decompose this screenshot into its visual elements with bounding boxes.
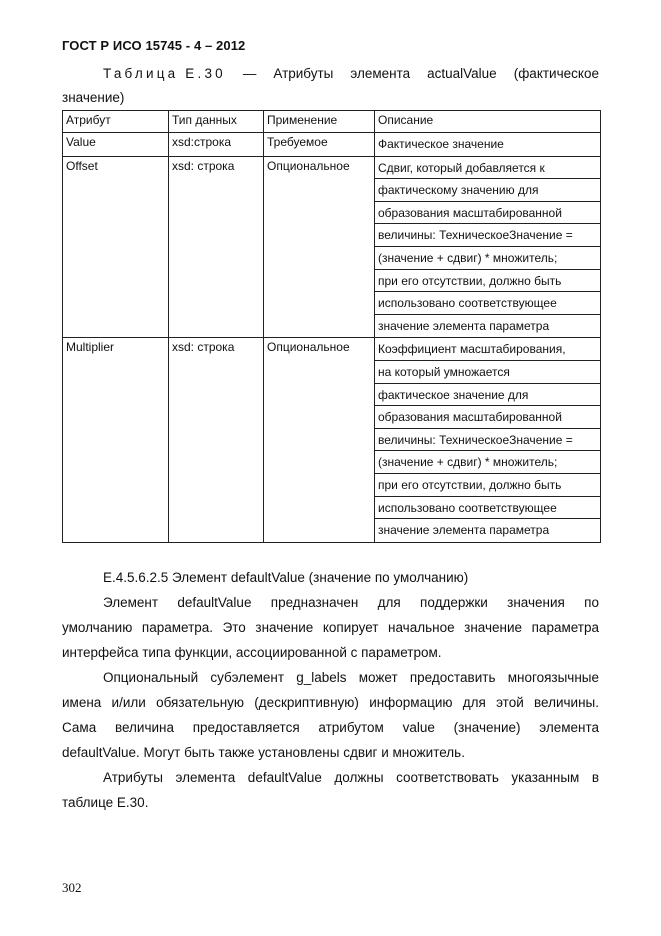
description-line: Коэффициент масштабирования,: [375, 338, 600, 361]
paragraph-line: Сама величина предоставляется атрибутом value (значение) элемента: [62, 720, 599, 735]
attributes-table: [62, 110, 601, 543]
paragraph-line: Опциональный субэлемент g_labels может предоставить многоязычные: [103, 670, 599, 685]
paragraph-line: имена и/или обязательную (дескриптивную) информацию для этой величины.: [62, 695, 599, 710]
paragraph-line: Атрибуты элемента defaultValue должны соответствовать указанным в: [103, 770, 599, 785]
paragraph-1: [62, 590, 599, 665]
cell-type: xsd:строка: [169, 133, 264, 157]
paragraph-line: defaultValue. Могут быть также установлены сдвиг и множитель.: [62, 745, 465, 760]
paragraph-line: Элемент defaultValue предназначен для поддержки значения по: [103, 595, 599, 610]
description-line: (значение + сдвиг) * множитель;: [375, 451, 600, 474]
paragraph-3: [62, 765, 599, 815]
description-line: значение элемента параметра: [378, 523, 550, 538]
description-line: Сдвиг, который добавляется к: [375, 157, 600, 180]
page-number: 302: [62, 880, 82, 895]
description-line: при его отсутствии, должно быть: [375, 474, 600, 497]
caption-word-4: (фактическое: [513, 66, 599, 81]
column-header-type: Тип данных: [169, 111, 264, 133]
cell-attribute: Multiplier: [63, 338, 169, 542]
column-header-usage: Применение: [264, 111, 375, 133]
description-line: использовано соответствующее: [375, 497, 600, 520]
paragraph-line: таблице Е.30.: [62, 795, 149, 810]
cell-usage: Требуемое: [264, 133, 375, 157]
cell-usage: Опциональное: [264, 338, 375, 542]
description-line: величины: ТехническоеЗначение =: [375, 224, 600, 247]
paragraph-2: [62, 665, 599, 765]
caption-word-1: Атрибуты: [273, 66, 334, 81]
document-header: ГОСТ Р ИСО 15745 - 4 – 2012: [62, 38, 246, 53]
description-line: на который умножается: [375, 361, 600, 384]
cell-attribute: Value: [63, 133, 169, 157]
cell-description: [375, 338, 601, 542]
section-heading: Е.4.5.6.2.5 Элемент defaultValue (значение по умолчанию): [103, 570, 469, 585]
caption-word-2: элемента: [350, 66, 411, 81]
paragraph-line: умолчанию параметра. Это значение копирует начальное значение параметра: [62, 620, 599, 635]
caption-line-2: значение): [62, 90, 125, 105]
description-line: использовано соответствующее: [375, 292, 600, 315]
table-row: [63, 133, 601, 157]
cell-attribute: Offset: [63, 156, 169, 338]
column-header-attribute: Атрибут: [63, 111, 169, 133]
cell-type: xsd: строка: [169, 156, 264, 338]
caption-label: Таблица Е.30: [103, 66, 226, 81]
description-line: фактическое значение для: [375, 384, 600, 407]
description-line: при его отсутствии, должно быть: [375, 270, 600, 293]
description-line: образования масштабированной: [375, 202, 600, 225]
column-header-description: Описание: [375, 111, 601, 133]
description-line: фактическому значению для: [375, 179, 600, 202]
cell-description: [375, 156, 601, 338]
cell-usage: Опциональное: [264, 156, 375, 338]
description-line: значение элемента параметра: [378, 318, 550, 333]
cell-type: xsd: строка: [169, 338, 264, 542]
description-line: величины: ТехническоеЗначение =: [375, 429, 600, 452]
caption-word-3: actualValue: [427, 66, 497, 81]
table-header-row: [63, 111, 601, 133]
section-heading-block: [62, 565, 599, 590]
description-line: (значение + сдвиг) * множитель;: [375, 247, 600, 270]
cell-description: [375, 133, 601, 157]
table-row: [63, 156, 601, 338]
description-line: Фактическое значение: [378, 137, 504, 151]
caption-dash: —: [242, 66, 257, 81]
description-line: образования масштабированной: [375, 406, 600, 429]
table-caption: [62, 62, 599, 110]
table-row: [63, 338, 601, 542]
paragraph-line: интерфейса типа функции, ассоциированной с параметром.: [62, 645, 442, 660]
